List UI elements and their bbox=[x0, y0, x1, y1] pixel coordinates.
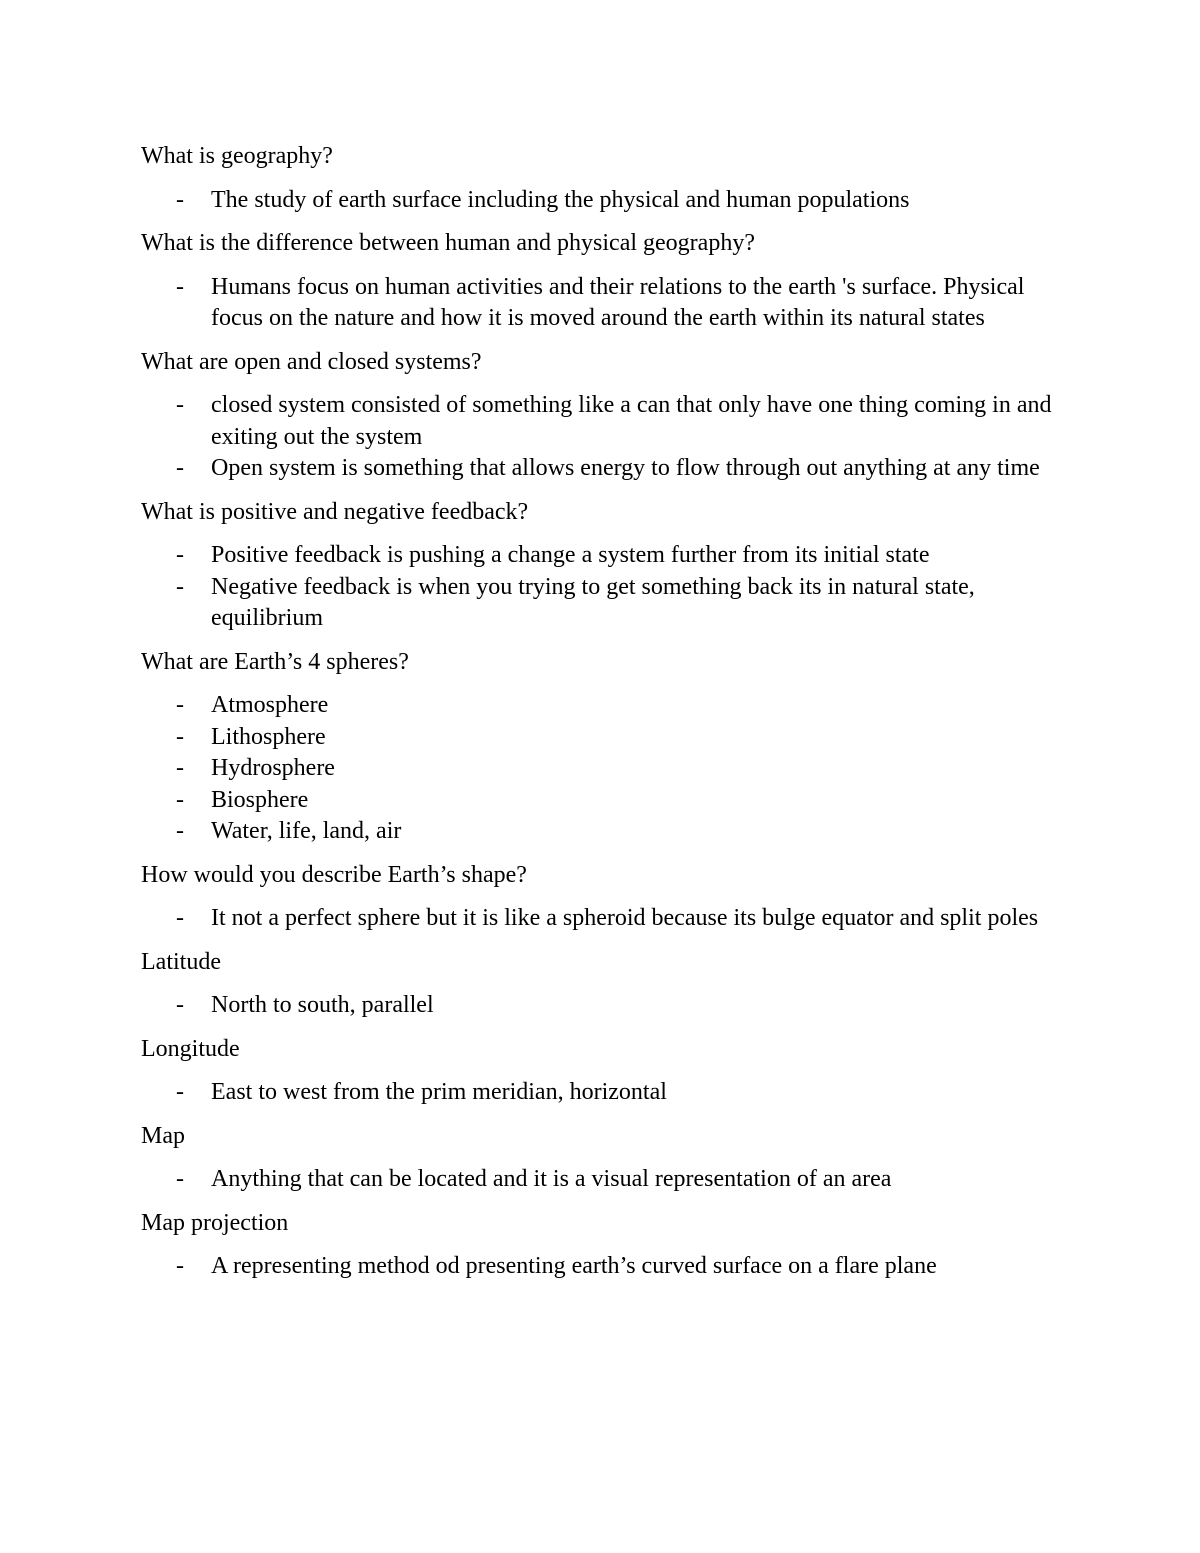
answer-item bbox=[141, 1164, 1071, 1196]
answer-text: Negative feedback is when you trying to get something back its in natural state, equilibrium bbox=[211, 573, 975, 631]
bullet-dash: - bbox=[176, 186, 184, 213]
answer-item bbox=[141, 272, 1071, 335]
answer-item bbox=[141, 903, 1071, 935]
bullet-dash: - bbox=[176, 818, 184, 844]
question-heading: What is geography? bbox=[141, 143, 333, 169]
bullet-dash: - bbox=[176, 905, 184, 931]
answer-list bbox=[141, 990, 1071, 1022]
bullet-dash: - bbox=[176, 755, 184, 781]
question-heading: What is positive and negative feedback? bbox=[141, 498, 529, 525]
answer-text: A representing method od presenting earth’s curved surface on a flare plane bbox=[211, 1253, 937, 1279]
bullet-dash: - bbox=[176, 786, 184, 813]
bullet-dash: - bbox=[176, 1253, 184, 1279]
answer-item bbox=[141, 785, 1071, 817]
bullet-dash: - bbox=[176, 692, 184, 718]
answer-text: Atmosphere bbox=[211, 692, 329, 718]
question-heading: Map projection bbox=[141, 1209, 289, 1236]
answer-item bbox=[141, 722, 1071, 754]
answer-item bbox=[141, 690, 1071, 722]
answer-text: Lithosphere bbox=[211, 723, 326, 750]
answer-text: North to south, parallel bbox=[211, 992, 434, 1018]
question-heading: Longitude bbox=[141, 1035, 240, 1062]
bullet-dash: - bbox=[176, 455, 184, 481]
answer-text: Hydrosphere bbox=[211, 755, 335, 781]
answer-list bbox=[141, 390, 1071, 485]
answer-list bbox=[141, 690, 1071, 848]
bullet-dash: - bbox=[176, 392, 184, 418]
answer-list bbox=[141, 1077, 1071, 1109]
question-heading: Latitude bbox=[141, 948, 221, 975]
answer-text: closed system consisted of something like a can that only have one thing coming in and exiting out the system bbox=[211, 392, 1052, 450]
answer-text: Biosphere bbox=[211, 786, 309, 813]
answer-text: Humans focus on human activities and their relations to the earth 's surface. Physical focus on the nature and how it is moved around the earth within its natural states bbox=[211, 273, 1025, 331]
bullet-dash: - bbox=[176, 723, 184, 750]
answer-item bbox=[141, 540, 1071, 572]
answer-list bbox=[141, 272, 1071, 335]
answer-item bbox=[141, 990, 1071, 1022]
answer-list bbox=[141, 903, 1071, 935]
answer-item bbox=[141, 1251, 1071, 1283]
answer-item bbox=[141, 390, 1071, 453]
answer-text: Open system is something that allows energy to flow through out anything at any time bbox=[211, 455, 1040, 481]
answer-item bbox=[141, 753, 1071, 785]
notes-content bbox=[141, 141, 1071, 1295]
answer-list bbox=[141, 1164, 1071, 1196]
question-heading: What are Earth’s 4 spheres? bbox=[141, 648, 409, 675]
answer-text: It not a perfect sphere but it is like a spheroid because its bulge equator and split poles bbox=[211, 905, 1039, 931]
question-heading: Map bbox=[141, 1122, 185, 1149]
bullet-dash: - bbox=[176, 992, 184, 1018]
answer-text: East to west from the prim meridian, horizontal bbox=[211, 1079, 667, 1105]
answer-text: The study of earth surface including the physical and human populations bbox=[211, 186, 910, 213]
bullet-dash: - bbox=[176, 542, 184, 568]
question-heading: What is the difference between human and physical geography? bbox=[141, 230, 755, 256]
question-heading: How would you describe Earth’s shape? bbox=[141, 861, 527, 888]
answer-item bbox=[141, 1077, 1071, 1109]
answer-text: Water, life, land, air bbox=[211, 818, 402, 844]
answer-item bbox=[141, 572, 1071, 635]
answer-item bbox=[141, 816, 1071, 848]
answer-list bbox=[141, 540, 1071, 635]
answer-list bbox=[141, 185, 1071, 217]
answer-item bbox=[141, 185, 1071, 217]
question-heading: What are open and closed systems? bbox=[141, 348, 482, 375]
answer-item bbox=[141, 453, 1071, 485]
bullet-dash: - bbox=[176, 1166, 184, 1192]
bullet-dash: - bbox=[176, 1079, 184, 1105]
answer-list bbox=[141, 1251, 1071, 1283]
answer-text: Anything that can be located and it is a visual representation of an area bbox=[211, 1166, 892, 1192]
bullet-dash: - bbox=[176, 573, 184, 600]
answer-text: Positive feedback is pushing a change a system further from its initial state bbox=[211, 542, 930, 568]
bullet-dash: - bbox=[176, 273, 184, 300]
